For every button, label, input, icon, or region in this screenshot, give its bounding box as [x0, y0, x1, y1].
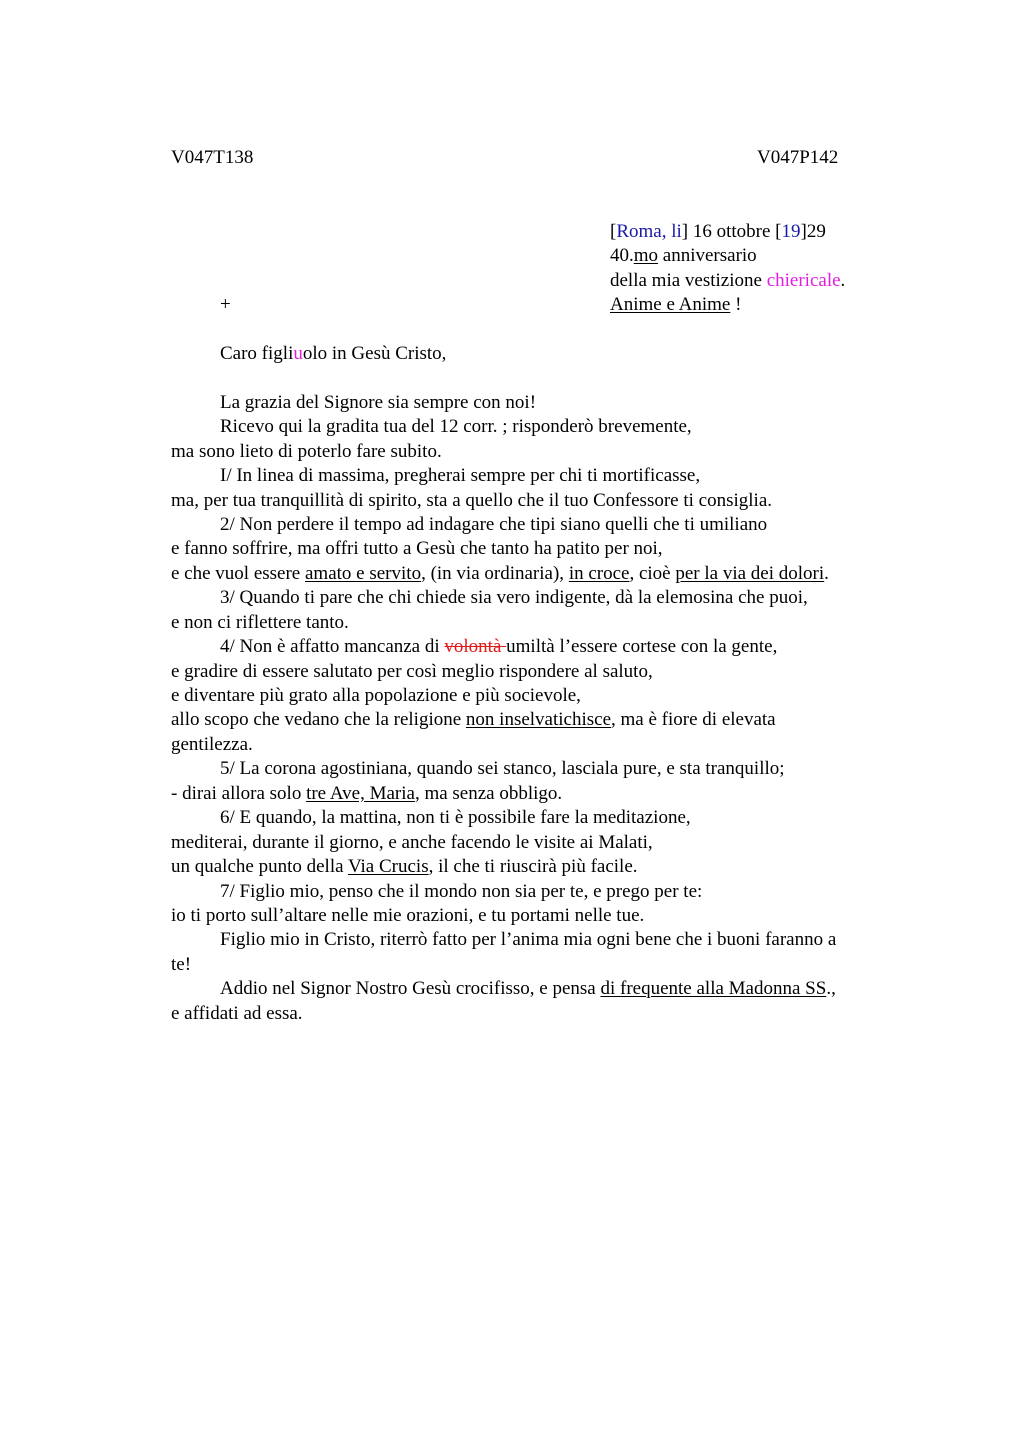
text-run: Addio nel Signor Nostro Gesù crocifisso, e pensa: [220, 978, 601, 999]
body-line: [171, 782, 562, 806]
body-line-point-4: [220, 635, 777, 659]
body-line: e non ci riflettere tanto.: [171, 612, 349, 633]
anniversary-word: anniversario: [658, 245, 757, 266]
salutation-inserted-letter: u: [293, 343, 303, 364]
body-line: [171, 855, 638, 879]
dateline-century: 19: [781, 221, 801, 242]
vestition-text: della mia vestizione: [610, 270, 767, 291]
closing-line: [220, 977, 836, 1001]
underlined-phrase: di frequente alla Madonna SS: [600, 978, 827, 999]
text-run: umiltà l’essere cortese con la gente,: [506, 636, 778, 657]
text-run: un qualche punto della: [171, 856, 348, 877]
body-line: io ti porto sull’altare nelle mie orazioni, e tu portami nelle tue.: [171, 905, 645, 926]
body-line: e gradire di essere salutato per così meglio rispondere al saluto,: [171, 661, 653, 682]
body-line-point-7: 7/ Figlio mio, penso che il mondo non sia per te, e prego per te:: [220, 881, 703, 902]
underlined-phrase: in croce: [568, 563, 630, 584]
text-run: e che vuol essere: [171, 563, 305, 584]
anniversary-number: 40.: [610, 245, 634, 266]
text-run: 4/ Non è affatto mancanza di: [220, 636, 445, 657]
underlined-phrase: per la via dei dolori: [675, 563, 825, 584]
dateline-vestition: [610, 269, 845, 293]
body-line: [171, 708, 776, 732]
document-code-left: V047T138: [171, 147, 254, 168]
body-line: e diventare più grato alla popolazione e più socievole,: [171, 685, 581, 706]
dateline-place: Roma, li: [616, 221, 682, 242]
body-line: La grazia del Signore sia sempre con noi!: [220, 392, 537, 413]
cross-symbol: +: [220, 294, 231, 315]
text-run: , ma è fiore di elevata: [611, 709, 776, 730]
text-run: , (in via ordinaria),: [421, 563, 569, 584]
underlined-phrase: amato e servito: [305, 563, 422, 584]
dateline-day-month: ] 16 ottobre [: [681, 221, 782, 242]
salutation: [220, 342, 446, 366]
vestition-word: chiericale: [766, 270, 841, 291]
vestition-end: .: [840, 270, 846, 291]
text-run: - dirai allora solo: [171, 783, 307, 804]
underlined-phrase: tre Ave, Maria: [306, 783, 415, 804]
dateline-anniversary: [610, 244, 757, 268]
struck-word: volontà: [444, 636, 507, 657]
underlined-phrase: non inselvatichisce: [465, 709, 612, 730]
dateline-date: [610, 220, 826, 244]
body-line: Figlio mio in Cristo, riterrò fatto per l’anima mia ogni bene che i buoni faranno a: [220, 929, 837, 950]
document-code-right: V047P142: [757, 147, 839, 168]
salutation-post: olo in Gesù Cristo,: [302, 343, 447, 364]
anniversary-ordinal: mo: [633, 245, 659, 266]
body-line: e fanno soffrire, ma offri tutto a Gesù che tanto ha patito per noi,: [171, 538, 663, 559]
body-line: Ricevo qui la gradita tua del 12 corr. ; risponderò brevemente,: [220, 416, 692, 437]
motto-end: !: [730, 294, 742, 315]
underlined-phrase: Via Crucis: [347, 856, 429, 877]
body-line: gentilezza.: [171, 734, 253, 755]
body-line: [171, 562, 829, 586]
bracket: [: [610, 221, 617, 242]
body-line: ma, per tua tranquillità di spirito, sta a quello che il tuo Confessore ti consiglia.: [171, 490, 773, 511]
salutation-pre: Caro figli: [220, 343, 294, 364]
body-line-point-1: I/ In linea di massima, pregherai sempre per chi ti mortificasse,: [220, 465, 701, 486]
body-line: ma sono lieto di poterlo fare subito.: [171, 441, 442, 462]
motto-text: Anime e Anime: [610, 294, 731, 315]
text-run: , ma senza obbligo.: [414, 783, 563, 804]
body-line: mediterai, durante il giorno, e anche facendo le visite ai Malati,: [171, 832, 653, 853]
dateline-year: ]29: [800, 221, 826, 242]
text-run: .,: [826, 978, 836, 999]
text-run: , cioè: [629, 563, 676, 584]
text-run: , il che ti riuscirà più facile.: [428, 856, 638, 877]
body-line-point-2: 2/ Non perdere il tempo ad indagare che tipi siano quelli che ti umiliano: [220, 514, 768, 535]
text-run: allo scopo che vedano che la religione: [171, 709, 466, 730]
text-run: .: [824, 563, 829, 584]
body-line-point-5: 5/ La corona agostiniana, quando sei stanco, lasciala pure, e sta tranquillo;: [220, 758, 785, 779]
body-line: te!: [171, 954, 192, 975]
closing-line: e affidati ad essa.: [171, 1003, 303, 1024]
body-line-point-3: 3/ Quando ti pare che chi chiede sia vero indigente, dà la elemosina che puoi,: [220, 587, 808, 608]
body-line-point-6: 6/ E quando, la mattina, non ti è possibile fare la meditazione,: [220, 807, 691, 828]
dateline-motto: [610, 293, 741, 317]
